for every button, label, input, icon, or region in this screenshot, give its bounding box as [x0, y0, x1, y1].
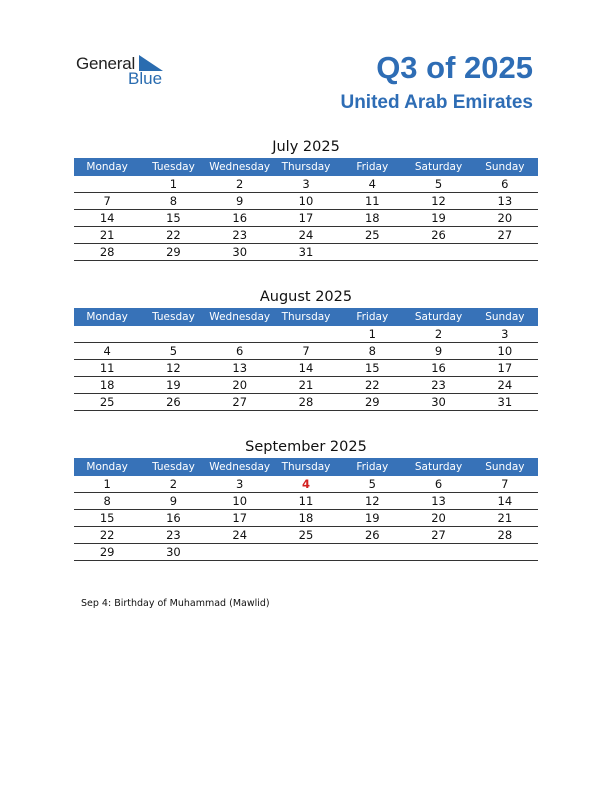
day-cell: 11 [273, 493, 339, 510]
day-cell: 3 [273, 176, 339, 193]
weekday-header: Friday [339, 308, 405, 326]
weekday-header: Saturday [405, 308, 471, 326]
week-row [74, 176, 538, 193]
day-cell: 5 [140, 343, 206, 360]
day-cell: 17 [207, 510, 273, 527]
day-cell: 10 [472, 343, 538, 360]
day-cell: 14 [273, 360, 339, 377]
day-cell: 5 [339, 476, 405, 493]
day-cell: 24 [273, 227, 339, 244]
weekday-header: Wednesday [207, 308, 273, 326]
empty-day-cell [273, 326, 339, 343]
day-cell: 27 [207, 394, 273, 411]
day-cell: 18 [74, 377, 140, 394]
weekday-header: Thursday [273, 158, 339, 176]
weekday-header: Tuesday [140, 308, 206, 326]
day-cell: 15 [74, 510, 140, 527]
day-cell: 8 [74, 493, 140, 510]
holiday-note: Sep 4: Birthday of Muhammad (Mawlid) [81, 598, 270, 609]
day-cell: 21 [273, 377, 339, 394]
day-cell: 1 [74, 476, 140, 493]
weekday-header: Friday [339, 458, 405, 476]
day-cell: 20 [207, 377, 273, 394]
day-cell: 25 [339, 227, 405, 244]
day-cell: 13 [207, 360, 273, 377]
day-cell: 11 [74, 360, 140, 377]
day-cell: 19 [339, 510, 405, 527]
day-cell: 15 [339, 360, 405, 377]
month-title: July 2025 [272, 139, 340, 155]
empty-day-cell [74, 326, 140, 343]
day-cell: 27 [472, 227, 538, 244]
day-cell: 31 [273, 244, 339, 261]
empty-day-cell [339, 544, 405, 561]
month-title: August 2025 [259, 289, 353, 305]
month-block-september [74, 436, 538, 561]
weekday-header: Wednesday [207, 458, 273, 476]
day-cell: 25 [74, 394, 140, 411]
day-cell: 20 [472, 210, 538, 227]
empty-day-cell [339, 244, 405, 261]
day-cell: 9 [405, 343, 471, 360]
day-cell: 21 [74, 227, 140, 244]
day-cell: 28 [74, 244, 140, 261]
weekday-header: Monday [74, 458, 140, 476]
week-row [74, 394, 538, 411]
day-cell: 29 [74, 544, 140, 561]
day-cell: 12 [339, 493, 405, 510]
week-row [74, 227, 538, 244]
day-cell: 24 [207, 527, 273, 544]
page-title: Q3 of 2025 [376, 50, 533, 85]
day-cell: 27 [405, 527, 471, 544]
empty-day-cell [207, 544, 273, 561]
day-cell: 19 [140, 377, 206, 394]
day-cell: 22 [339, 377, 405, 394]
calendar-table [74, 158, 538, 261]
weekday-header: Saturday [405, 158, 471, 176]
day-cell: 22 [140, 227, 206, 244]
month-block-august [74, 286, 538, 411]
day-cell: 30 [140, 544, 206, 561]
day-cell: 12 [140, 360, 206, 377]
weekday-header-row [74, 308, 538, 326]
week-row [74, 360, 538, 377]
calendar-table [74, 308, 538, 411]
day-cell: 7 [74, 193, 140, 210]
day-cell: 6 [472, 176, 538, 193]
day-cell: 9 [140, 493, 206, 510]
weekday-header-row [74, 458, 538, 476]
empty-day-cell [140, 326, 206, 343]
logo-word-blue: Blue [128, 69, 163, 88]
day-cell: 4 [74, 343, 140, 360]
week-row [74, 193, 538, 210]
weekday-header: Friday [339, 158, 405, 176]
day-cell: 6 [405, 476, 471, 493]
day-cell: 26 [405, 227, 471, 244]
day-cell: 12 [405, 193, 471, 210]
day-cell: 22 [74, 527, 140, 544]
day-cell: 18 [273, 510, 339, 527]
day-cell: 31 [472, 394, 538, 411]
day-cell: 24 [472, 377, 538, 394]
day-cell: 3 [207, 476, 273, 493]
weekday-header: Monday [74, 308, 140, 326]
holiday-day-cell: 4 [273, 476, 339, 493]
day-cell: 26 [140, 394, 206, 411]
day-cell: 2 [140, 476, 206, 493]
day-cell: 13 [405, 493, 471, 510]
day-cell: 23 [207, 227, 273, 244]
day-cell: 17 [472, 360, 538, 377]
day-cell: 10 [273, 193, 339, 210]
day-cell: 8 [140, 193, 206, 210]
week-row [74, 476, 538, 493]
day-cell: 1 [140, 176, 206, 193]
week-row [74, 210, 538, 227]
day-cell: 30 [405, 394, 471, 411]
day-cell: 2 [207, 176, 273, 193]
empty-day-cell [405, 544, 471, 561]
day-cell: 8 [339, 343, 405, 360]
week-row [74, 510, 538, 527]
empty-day-cell [405, 244, 471, 261]
weekday-header: Sunday [472, 458, 538, 476]
weekday-header: Saturday [405, 458, 471, 476]
week-row [74, 544, 538, 561]
day-cell: 11 [339, 193, 405, 210]
empty-day-cell [472, 244, 538, 261]
day-cell: 7 [273, 343, 339, 360]
day-cell: 19 [405, 210, 471, 227]
calendar-table [74, 458, 538, 561]
weekday-header-row [74, 158, 538, 176]
week-row [74, 244, 538, 261]
week-row [74, 326, 538, 343]
weekday-header: Monday [74, 158, 140, 176]
day-cell: 23 [140, 527, 206, 544]
empty-day-cell [472, 544, 538, 561]
weekday-header: Sunday [472, 158, 538, 176]
day-cell: 9 [207, 193, 273, 210]
day-cell: 6 [207, 343, 273, 360]
country-subtitle: United Arab Emirates [340, 92, 533, 113]
day-cell: 16 [405, 360, 471, 377]
day-cell: 13 [472, 193, 538, 210]
day-cell: 15 [140, 210, 206, 227]
day-cell: 28 [472, 527, 538, 544]
day-cell: 18 [339, 210, 405, 227]
day-cell: 25 [273, 527, 339, 544]
week-row [74, 343, 538, 360]
empty-day-cell [273, 544, 339, 561]
day-cell: 14 [472, 493, 538, 510]
generalblue-logo [76, 54, 176, 88]
week-row [74, 493, 538, 510]
day-cell: 14 [74, 210, 140, 227]
day-cell: 7 [472, 476, 538, 493]
logo-word-general: General [76, 54, 136, 73]
day-cell: 5 [405, 176, 471, 193]
weekday-header: Thursday [273, 308, 339, 326]
day-cell: 17 [273, 210, 339, 227]
day-cell: 4 [339, 176, 405, 193]
empty-day-cell [207, 326, 273, 343]
day-cell: 23 [405, 377, 471, 394]
week-row [74, 527, 538, 544]
weekday-header: Sunday [472, 308, 538, 326]
month-title: September 2025 [245, 439, 367, 455]
day-cell: 20 [405, 510, 471, 527]
day-cell: 1 [339, 326, 405, 343]
day-cell: 28 [273, 394, 339, 411]
day-cell: 10 [207, 493, 273, 510]
weekday-header: Wednesday [207, 158, 273, 176]
day-cell: 3 [472, 326, 538, 343]
empty-day-cell [74, 176, 140, 193]
day-cell: 29 [140, 244, 206, 261]
day-cell: 26 [339, 527, 405, 544]
month-block-july [74, 136, 538, 261]
day-cell: 29 [339, 394, 405, 411]
day-cell: 21 [472, 510, 538, 527]
day-cell: 16 [207, 210, 273, 227]
weekday-header: Thursday [273, 458, 339, 476]
day-cell: 2 [405, 326, 471, 343]
weekday-header: Tuesday [140, 458, 206, 476]
day-cell: 30 [207, 244, 273, 261]
day-cell: 16 [140, 510, 206, 527]
weekday-header: Tuesday [140, 158, 206, 176]
week-row [74, 377, 538, 394]
